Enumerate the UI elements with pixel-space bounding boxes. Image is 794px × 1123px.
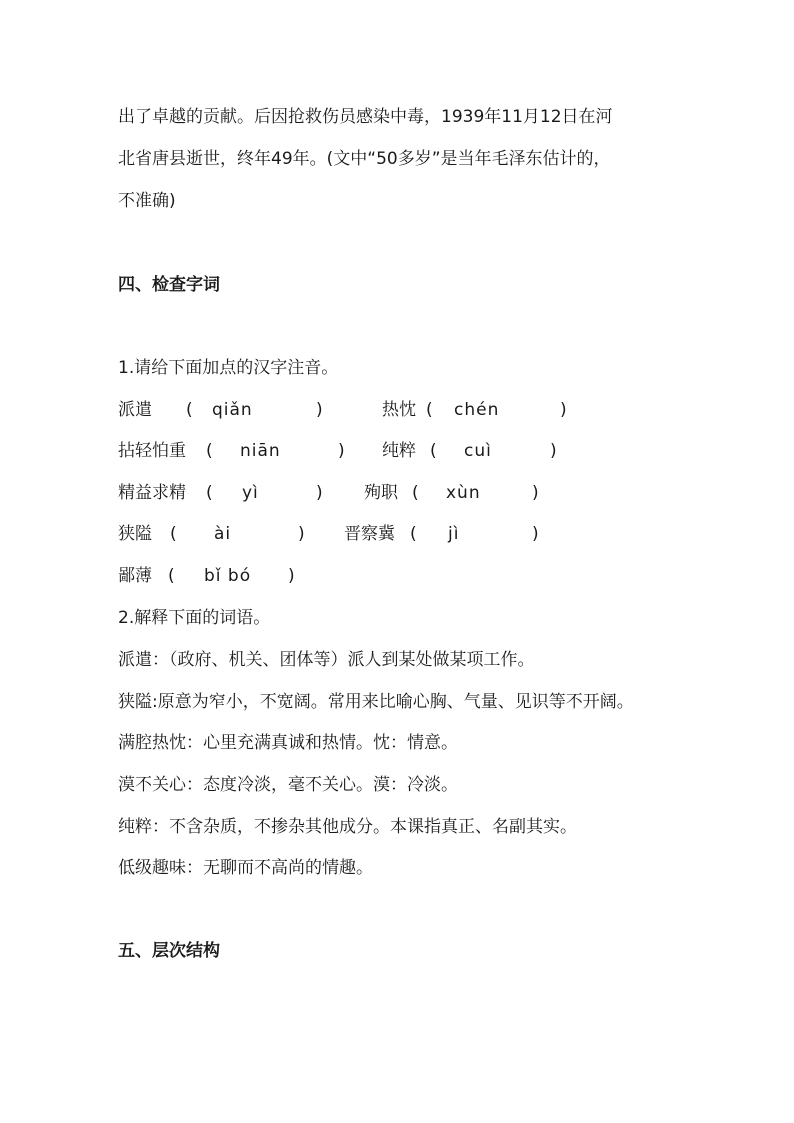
pinyin-word: 鄙薄	[118, 566, 152, 586]
definition-1: 派遣：（政府、机关、团体等）派人到某处做某项工作。	[118, 650, 535, 670]
pinyin-word: 殉职	[364, 483, 398, 503]
open-paren: (	[186, 400, 193, 420]
pinyin-word: 热忱	[382, 400, 416, 420]
close-paren: )	[298, 524, 305, 544]
definition-2: 狭隘:原意为窄小，不宽阔。常用来比喻心胸、气量、见识等不开阔。	[118, 692, 634, 712]
pinyin-answer: ài	[214, 524, 232, 544]
intro-line-2: 北省唐县逝世，终年49年。(文中“50多岁”是当年毛泽东估计的，	[118, 149, 611, 169]
close-paren: )	[316, 400, 323, 420]
pinyin-row-2	[118, 439, 718, 463]
close-paren: )	[550, 441, 557, 461]
pinyin-answer: niān	[240, 441, 281, 461]
pinyin-answer: bǐ bó	[204, 566, 252, 586]
close-paren: )	[532, 524, 539, 544]
intro-line-3: 不准确)	[118, 191, 176, 211]
pinyin-word: 狭隘	[118, 524, 152, 544]
pinyin-answer: xùn	[446, 483, 481, 503]
pinyin-word: 精益求精	[118, 483, 186, 503]
pinyin-row-4	[118, 522, 718, 546]
pinyin-answer: jì	[448, 524, 460, 544]
pinyin-word: 晋察冀	[344, 524, 395, 544]
pinyin-row-5	[118, 564, 718, 588]
pinyin-row-1	[118, 398, 718, 422]
open-paren: (	[206, 441, 213, 461]
question-2: 2.解释下面的词语。	[118, 608, 271, 628]
pinyin-word: 纯粹	[382, 441, 416, 461]
close-paren: )	[338, 441, 345, 461]
open-paren: (	[170, 524, 177, 544]
pinyin-answer: qiǎn	[212, 400, 253, 420]
question-1: 1.请给下面加点的汉字注音。	[118, 358, 339, 378]
open-paren: (	[412, 483, 419, 503]
close-paren: )	[560, 400, 567, 420]
close-paren: )	[288, 566, 295, 586]
close-paren: )	[532, 483, 539, 503]
pinyin-answer: yì	[242, 483, 259, 503]
open-paren: (	[206, 483, 213, 503]
pinyin-word: 派遣	[118, 400, 152, 420]
open-paren: (	[430, 441, 437, 461]
definition-4: 漠不关心：态度冷淡，毫不关心。漠：冷淡。	[118, 775, 458, 795]
section-5-heading: 五、层次结构	[118, 941, 220, 961]
close-paren: )	[316, 483, 323, 503]
pinyin-answer: chén	[454, 400, 500, 420]
open-paren: (	[410, 524, 417, 544]
pinyin-answer: cuì	[464, 441, 492, 461]
pinyin-row-3	[118, 481, 718, 505]
open-paren: (	[426, 400, 433, 420]
section-4-heading: 四、检查字词	[118, 275, 220, 295]
definition-3: 满腔热忱：心里充满真诚和热情。忱：情意。	[118, 733, 458, 753]
open-paren: (	[168, 566, 175, 586]
definition-5: 纯粹：不含杂质，不掺杂其他成分。本课指真正、名副其实。	[118, 817, 577, 837]
intro-line-1: 出了卓越的贡献。后因抢救伤员感染中毒，1939年11月12日在河	[118, 107, 613, 127]
pinyin-word: 拈轻怕重	[118, 441, 186, 461]
definition-6: 低级趣味：无聊而不高尚的情趣。	[118, 858, 373, 878]
